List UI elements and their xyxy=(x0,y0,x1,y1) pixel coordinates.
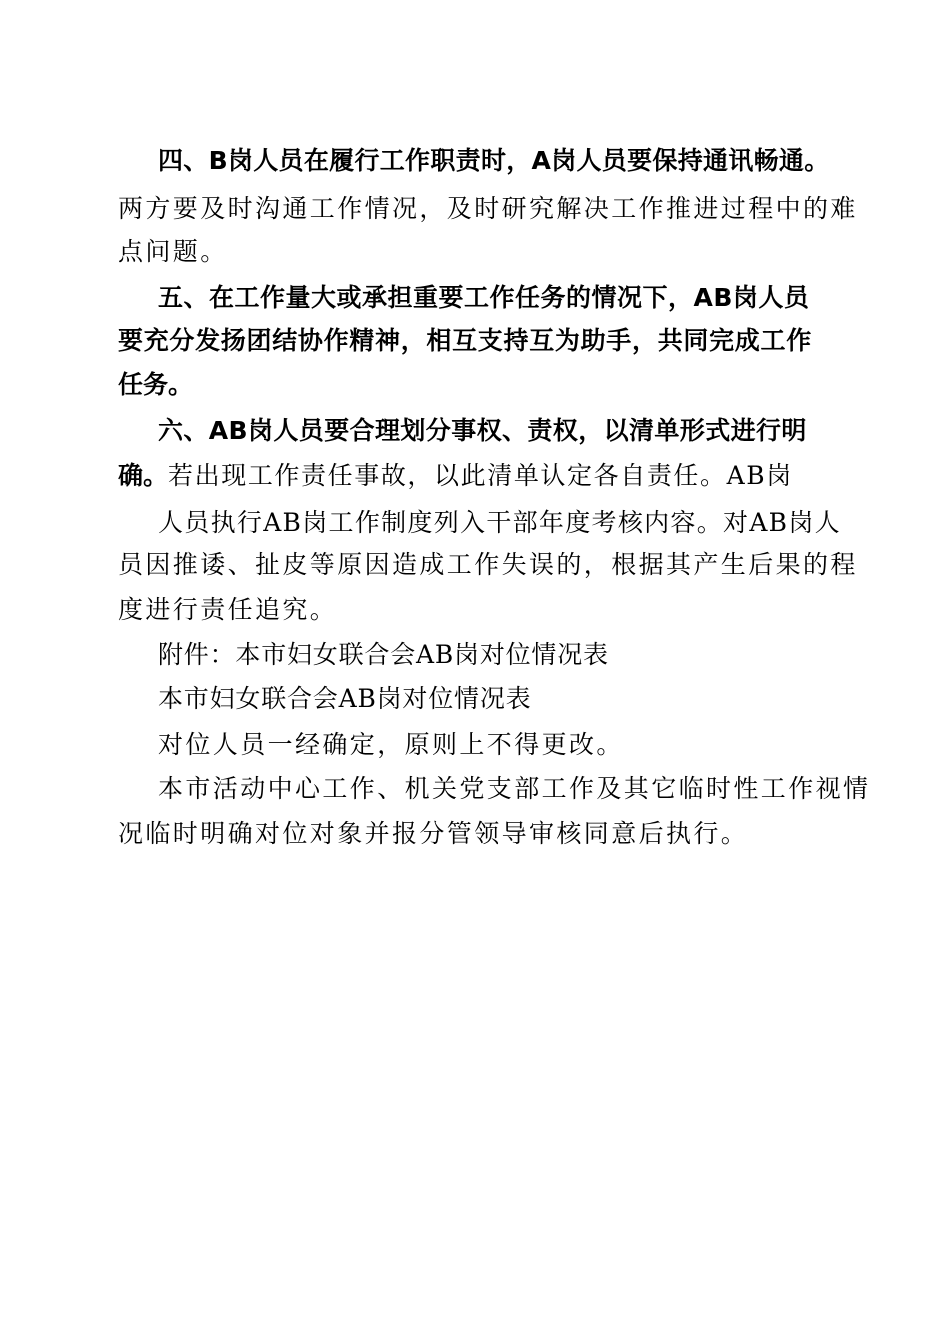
paragraph-6-line-2 xyxy=(118,461,793,491)
paragraph-4-line-1: 四、B岗人员在履行工作职责时，A岗人员要保持通讯畅通。 xyxy=(158,146,830,175)
paragraph-6-line-3: 人员执行AB岗工作制度列入干部年度考核内容。对AB岗人 xyxy=(158,508,841,537)
paragraph-6-line-2-rest: 若出现工作责任事故，以此清单认定各自责任。AB岗 xyxy=(168,461,793,490)
paragraph-5-line-1: 五、在工作量大或承担重要工作任务的情况下，AB岗人员 xyxy=(158,283,810,312)
attachment-line: 附件：本市妇女联合会AB岗对位情况表 xyxy=(158,640,609,669)
paragraph-6-line-4: 员因推诿、扯皮等原因造成工作失误的，根据其产生后果的程 xyxy=(118,550,858,579)
paragraph-6-line-1: 六、AB岗人员要合理划分事权、责权，以清单形式进行明 xyxy=(158,416,807,445)
paragraph-4-line-3: 点问题。 xyxy=(118,237,228,266)
paragraph-4-line-2: 两方要及时沟通工作情况，及时研究解决工作推进过程中的难 xyxy=(118,194,858,223)
table-title: 本市妇女联合会AB岗对位情况表 xyxy=(158,684,532,713)
paragraph-5-line-2: 要充分发扬团结协作精神，相互支持互为助手，共同完成工作 xyxy=(118,326,812,355)
note-1: 对位人员一经确定，原则上不得更改。 xyxy=(158,730,624,759)
paragraph-6-line-5: 度进行责任追究。 xyxy=(118,595,338,624)
note-2-line-1: 本市活动中心工作、机关党支部工作及其它临时性工作视情 xyxy=(158,774,871,803)
paragraph-6-line-2-bold: 确。 xyxy=(118,461,169,490)
note-2-line-2: 况临时明确对位对象并报分管领导审核同意后执行。 xyxy=(118,819,749,848)
paragraph-5-line-3: 任务。 xyxy=(118,370,194,399)
